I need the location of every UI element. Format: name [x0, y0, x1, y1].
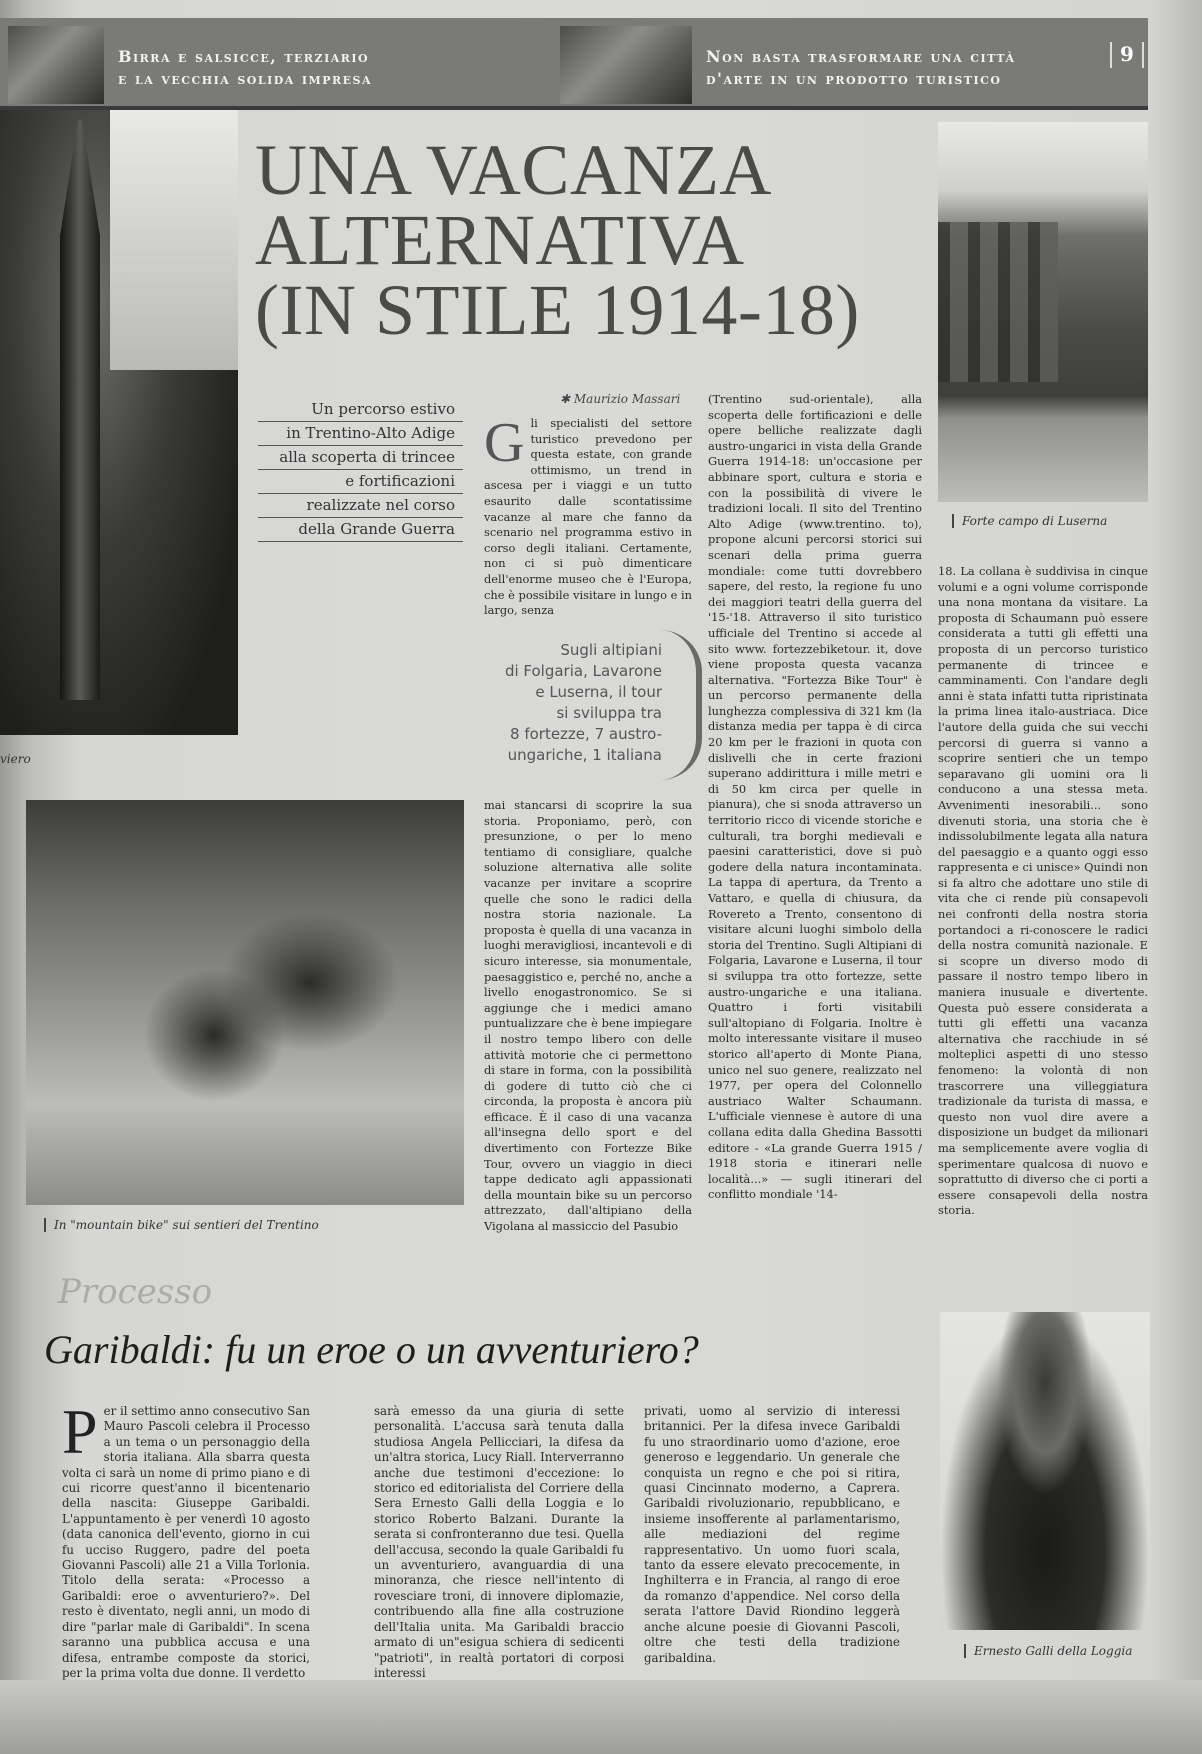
- processo-stamp-logo: [58, 1272, 212, 1312]
- column-text: sarà emesso da una giuria di sette personalità. L'accusa sarà tenuta dalla studiosa Angela Pellicciari, la difesa da un'altra storica, Lucy Riall. Interverranno anche due testimoni d'eccezione: lo storico ed editorialista del Corriere della Sera Ernesto Galli della Loggia e lo storico Roberto Balzani. Durante la serata si confronteranno due tesi. Quella dell'accusa, secondo la quale Garibaldi fu un avventuriero, avanguardia di una minoranza, che riesce nell'intento di rovesciare troni, di innovere diplomazie, contribuendo alla fine alla costruzione dell'Italia unita. Ma Garibaldi braccio armato di un"esigua schiera di sedicenti "patrioti", in realtà portatori di corposi interessi: [374, 1404, 624, 1680]
- garibaldi-column-2: [374, 1404, 624, 1680]
- standfirst-line: e fortificazioni: [258, 470, 463, 494]
- caption-portrait: Ernesto Galli della Loggia: [964, 1644, 1132, 1658]
- drop-cap: G: [484, 412, 525, 474]
- pull-quote-line: 8 fortezze, 7 austro-: [510, 725, 662, 743]
- header-left-kicker: [118, 46, 372, 90]
- header-right-line1: Non basta trasformare una città: [706, 47, 1016, 66]
- headline-line3: (IN STILE 1914-18): [255, 270, 860, 350]
- header-thumbnail-left: [8, 26, 104, 104]
- pull-quote-line: Sugli altipiani: [560, 641, 662, 659]
- headline-line2: ALTERNATIVA: [255, 200, 745, 280]
- photo-sky: [110, 110, 238, 370]
- photo-gothic-tower: [0, 110, 238, 735]
- article-byline: ✱ Maurizio Massari: [560, 392, 681, 406]
- header-left-line2: e la vecchia solida impresa: [118, 69, 373, 88]
- article-column-2: [708, 392, 922, 1238]
- byline-author: Maurizio Massari: [573, 392, 681, 406]
- garibaldi-headline: Garibaldi: fu un eroe o un avventuriero?: [44, 1327, 699, 1372]
- column-text: privati, uomo al servizio di interessi britannici. Per la difesa invece Garibaldi fu uno straordinario uomo d'azione, eroe generoso e leggendario. Un generale che conquista un regno e che poi si ritira, quasi Cincinnato moderno, a Caprera. Garibaldi rivoluzionario, repubblicano, e insieme insofferente al parlamentarismo, alle mediazioni del regime rappresentativo. Un uomo fuori scala, tanto da essere elevato precocemente, in Inghilterra e in Francia, al rango di eroe da romanzo d'appendice. Nel corso della serata l'attore David Riondino leggerà anche alcune poesie di Giovanni Pascoli, oltre che testi della tradizione garibaldina.: [644, 1404, 900, 1665]
- column-text: 18. La collana è suddivisa in cinque volumi e a ogni volume corrisponde una nona montana da visitare. La proposta di Schaumann può essere considerata a tutti gli effetti una proposta di un percorso turistico permanente di trincee e camminamenti. Con l'andare degli anni è stata infatti tutta ripristinata la prima linea italo-austriaca. Dice l'autore della guida che sui vecchi percorsi di guerra si vanno a scoprire sentieri che un tempo separavano gli uomini ora li conducono a una stessa meta. Avvenimenti inesorabili... sono divenuti storia, una storia che è indissolubilmente legata alla natura del paesaggio e a quanto oggi esso rappresenta e ci unisce» Quindi non si fa altro che adottare uno stile di vita che ci rende più consapevoli nei confronti della nostra storia portandoci a ri-conoscere le radici della nostra comunità nazionale. E si scopre un diverso modo di passare il nostro tempo libero in maniera inusuale e divertente. Questa può essere considerata a tutti gli effetti una vacanza alternativa che racchiude in sé molteplici aspetti di uno stesso fenomeno: la volontà di non trascorrere una villeggiatura tradizionale da turista di massa, e questo non vuol dire avere a disposizione un budget da milionari ma semplicemente avere voglia di sperimentare qualcosa di nuovo e soprattutto di diverso che ci porti a essere consapevoli della nostra storia.: [938, 564, 1148, 1218]
- header-thumbnail-right: [560, 26, 692, 104]
- caption-bikes: In "mountain bike" sui sentieri del Trentino: [44, 1218, 319, 1232]
- standfirst-line: Un percorso estivo: [258, 398, 463, 422]
- caption-fort: Forte campo di Luserna: [952, 514, 1107, 528]
- photo-spire: [60, 120, 100, 700]
- standfirst-line: alla scoperta di trincee: [258, 446, 463, 470]
- photo-fort-wall: [938, 222, 1058, 382]
- photo-mountain-bikers: [26, 800, 464, 1205]
- standfirst-line: della Grande Guerra: [258, 518, 463, 542]
- caption-tower-fragment: viero: [0, 752, 31, 766]
- column-text: li specialisti del settore turistico prevedono per questa estate, con grande ottimismo, un trend in ascesa per i viaggi e un tutto esaurito dalle scontatissime vacanze al mare che fanno da scenario nel programma estivo in corso degli italiani. Certamente, non ci si può dimenticare dell'enorme museo che è l'Europa, che è possibile visitare in lungo e in largo, senza: [484, 416, 692, 618]
- photo-portrait: [940, 1312, 1150, 1630]
- pull-quote-line: si sviluppa tra: [556, 704, 662, 722]
- header-left-line1: Birra e salsicce, terziario: [118, 47, 370, 66]
- article-column-3: [938, 564, 1148, 1238]
- pull-quote-line: di Folgaria, Lavarone: [504, 662, 662, 680]
- standfirst-line: in Trentino-Alto Adige: [258, 422, 463, 446]
- section-header-band: [0, 18, 1148, 110]
- article-column-1-top: [484, 412, 692, 618]
- standfirst-line: realizzate nel corso: [258, 494, 463, 518]
- headline-line1: UNA VACANZA: [255, 130, 772, 210]
- article-standfirst: [258, 398, 463, 542]
- column-text: er il settimo anno consecutivo San Mauro Pascoli celebra il Processo a un tema o un personaggio della storia italiana. Alla sbarra questa volta ci sarà un nome di primo piano e di cui ricorre quest'anno il bicentenario della nascita: Giuseppe Garibaldi. L'appuntamento è per venerdì 10 agosto (data canonica dell'evento, giorno in cui fu ucciso Ruggero, padre del poeta Giovanni Pascoli) alle 21 a Villa Torlonia. Titolo della serata: «Processo a Garibaldi: eroe o avventuriero?». Del resto è diventato, negli anni, un modo di dire "parlar male di Garibaldi". In scena saranno una pubblica accusa e una difesa, entrambe composte da storici, per la prima volta due donne. Il verdetto: [62, 1404, 310, 1680]
- pull-quote-line: ungariche, 1 italiana: [507, 746, 662, 764]
- pull-quote: [470, 640, 662, 766]
- garibaldi-column-3: [644, 1404, 900, 1665]
- column-text: mai stancarsi di scoprire la sua storia. Proponiamo, però, con presunzione, o per lo meno tentiamo di consigliare, qualche soluzione alternativa alle solite vacanze per invitare a scoprire quelle che sono le radici della nostra storia nazionale. La proposta è quella di una vacanza in luoghi meravigliosi, incantevoli e di sicuro interesse, sia monumentale, paesaggistico e, perché no, anche a livello enogastronomico. Se si aggiunge che i medici amano puntualizzare che è bene impiegare il nostro tempo libero con delle attività motorie che ci permettono di stare in forma, con la possibilità di godere di tutto ciò che ci circonda, la proposta è ancora più efficace. È il caso di una vacanza all'insegna dello sport e del divertimento con Fortezze Bike Tour, ovvero un viaggio in dieci tappe dedicato agli appassionati della mountain bike su un percorso attrezzato, dall'altipiano della Vigolana al massiccio del Pasubio: [484, 798, 692, 1234]
- pull-quote-line: e Luserna, il tour: [535, 683, 662, 701]
- stamp-text: Processo: [58, 1272, 213, 1312]
- article-headline: [255, 130, 935, 350]
- header-right-line2: d'arte in un prodotto turistico: [706, 69, 1002, 88]
- garibaldi-column-1: [62, 1396, 310, 1680]
- page-number: 9: [1110, 42, 1144, 68]
- page-bottom-edge: [0, 1680, 1202, 1754]
- photo-fort-luserna: [938, 122, 1148, 502]
- column-text: (Trentino sud-orientale), alla scoperta delle fortificazioni e delle opere belliche realizzate dagli austro-ungarici in vista della Grande Guerra 1914-18: un'occasione per abbinare sport, cultura e storia e con la possibilità di vivere le tradizioni locali. Il sito del Trentino Alto Adige (www.trentino. to), propone alcuni percorsi storici sui scenari della prima guerra mondiale: come tutti dovrebbero sapere, del resto, la regione fu uno dei maggiori teatri della guerra del '15-'18. Attraverso il sito turistico ufficiale del Trentino si accede al sito www. fortezzebiketour. it, dove viene proposta questa vacanza alternativa. "Fortezza Bike Tour" è un percorso permanente della lunghezza complessiva di 321 km (la distanza media per tappa è di circa 20 km per le frazioni in quota con dislivelli che in certe frazioni superano addirittura i mille metri e di 50 km circa per quelle in pianura), che si snoda attraverso un territorio ricco di vicende storiche e culturali, tra borghi medievali e paesini caratteristici, dove si può godere della natura incontaminata. La tappa di apertura, da Trento a Vattaro, e quella di chiusura, da Rovereto a Trento, consentono di visitare alcuni luoghi simbolo della storia del Trentino. Sugli Altipiani di Folgaria, Lavarone e Luserna, il tour si sviluppa tra otto fortezze, sette austro-ungariche e una italiana. Quattro i forti visitabili sull'altopiano di Folgaria. Inoltre è molto interessante visitare il museo storico all'aperto di Monte Piana, unico nel suo genere, realizzato nel 1977, per opera del Colonnello austriaco Walter Schaumann. L'ufficiale viennese è autore di una collana edita dalla Ghedina Bassotti editore - «La grande Guerra 1915 / 1918 storia e itinerari nelle località...» — sugli itinerari del conflitto mondiale '14-: [708, 392, 922, 1202]
- drop-cap: P: [62, 1396, 98, 1467]
- article-column-1-bottom: [484, 798, 692, 1238]
- header-right-kicker: [706, 46, 1016, 90]
- pull-quote-bracket: [660, 630, 702, 780]
